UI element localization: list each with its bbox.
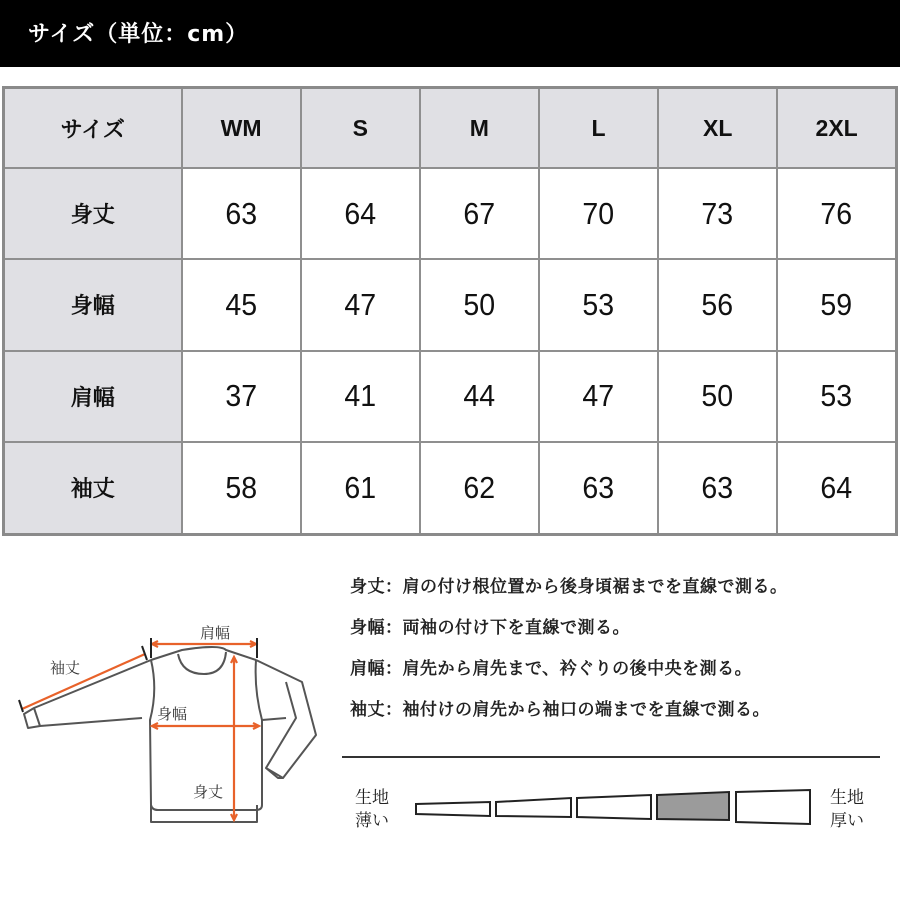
table-row: [4, 442, 897, 535]
table-cell: 53: [539, 259, 658, 350]
table-cell: 67: [420, 168, 539, 259]
table-cell: 76: [777, 168, 896, 259]
table-cell: 62: [420, 442, 539, 535]
thickness-level-2: [496, 798, 571, 817]
table-cell: 44: [420, 351, 539, 442]
table-cell: 41: [301, 351, 420, 442]
table-cell: 64: [777, 442, 896, 535]
column-header: S: [301, 88, 420, 169]
page-title: サイズ（単位：cm）: [28, 22, 249, 47]
table-cell: 70: [539, 168, 658, 259]
table-cell: 47: [539, 351, 658, 442]
column-header-size: サイズ: [4, 88, 182, 169]
sleeve-length-label: 袖丈: [50, 659, 81, 677]
row-header: 肩幅: [4, 351, 182, 442]
thickness-level-4-selected: [657, 792, 729, 820]
thick-fabric-label: 生地 厚い: [830, 788, 864, 831]
measurement-notes: [350, 573, 788, 737]
body-length-label: 身丈: [193, 783, 224, 801]
row-header: 身丈: [4, 168, 182, 259]
table-cell: 37: [182, 351, 301, 442]
fabric-thickness-scale: [410, 788, 820, 833]
table-cell: 64: [301, 168, 420, 259]
note-sleeve-length: 袖丈：袖付けの肩先から袖口の端までを直線で測る。: [350, 700, 770, 720]
table-row: [4, 259, 897, 350]
body-width-label: 身幅: [157, 705, 188, 723]
table-cell: 56: [658, 259, 777, 350]
row-header: 身幅: [4, 259, 182, 350]
column-header: M: [420, 88, 539, 169]
table-cell: 58: [182, 442, 301, 535]
table-row: [4, 351, 897, 442]
table-cell: 59: [777, 259, 896, 350]
column-header: 2XL: [777, 88, 896, 169]
thickness-level-3: [577, 795, 651, 819]
column-header: L: [539, 88, 658, 169]
note-body-width: 身幅：両袖の付け下を直線で測る。: [350, 618, 630, 638]
shoulder-width-label: 肩幅: [200, 624, 231, 642]
divider: [342, 756, 880, 758]
table-cell: 61: [301, 442, 420, 535]
table-cell: 47: [301, 259, 420, 350]
thin-fabric-label: 生地 薄い: [355, 788, 389, 831]
table-cell: 50: [658, 351, 777, 442]
table-cell: 63: [539, 442, 658, 535]
table-cell: 50: [420, 259, 539, 350]
row-header: 袖丈: [4, 442, 182, 535]
note-shoulder-width: 肩幅：肩先から肩先まで、衿ぐりの後中央を測る。: [350, 659, 753, 679]
thickness-level-1: [416, 802, 490, 816]
column-header: XL: [658, 88, 777, 169]
table-header-row: [4, 88, 897, 169]
table-cell: 63: [658, 442, 777, 535]
table-cell: 53: [777, 351, 896, 442]
table-cell: 73: [658, 168, 777, 259]
thickness-level-5: [736, 790, 810, 824]
header-bar: [0, 0, 900, 67]
column-header: WM: [182, 88, 301, 169]
note-body-length: 身丈：肩の付け根位置から後身頃裾までを直線で測る。: [350, 577, 788, 597]
table-row: [4, 168, 897, 259]
size-table: [2, 86, 898, 536]
sweater-measurement-diagram: [0, 600, 340, 840]
table-cell: 45: [182, 259, 301, 350]
table-cell: 63: [182, 168, 301, 259]
